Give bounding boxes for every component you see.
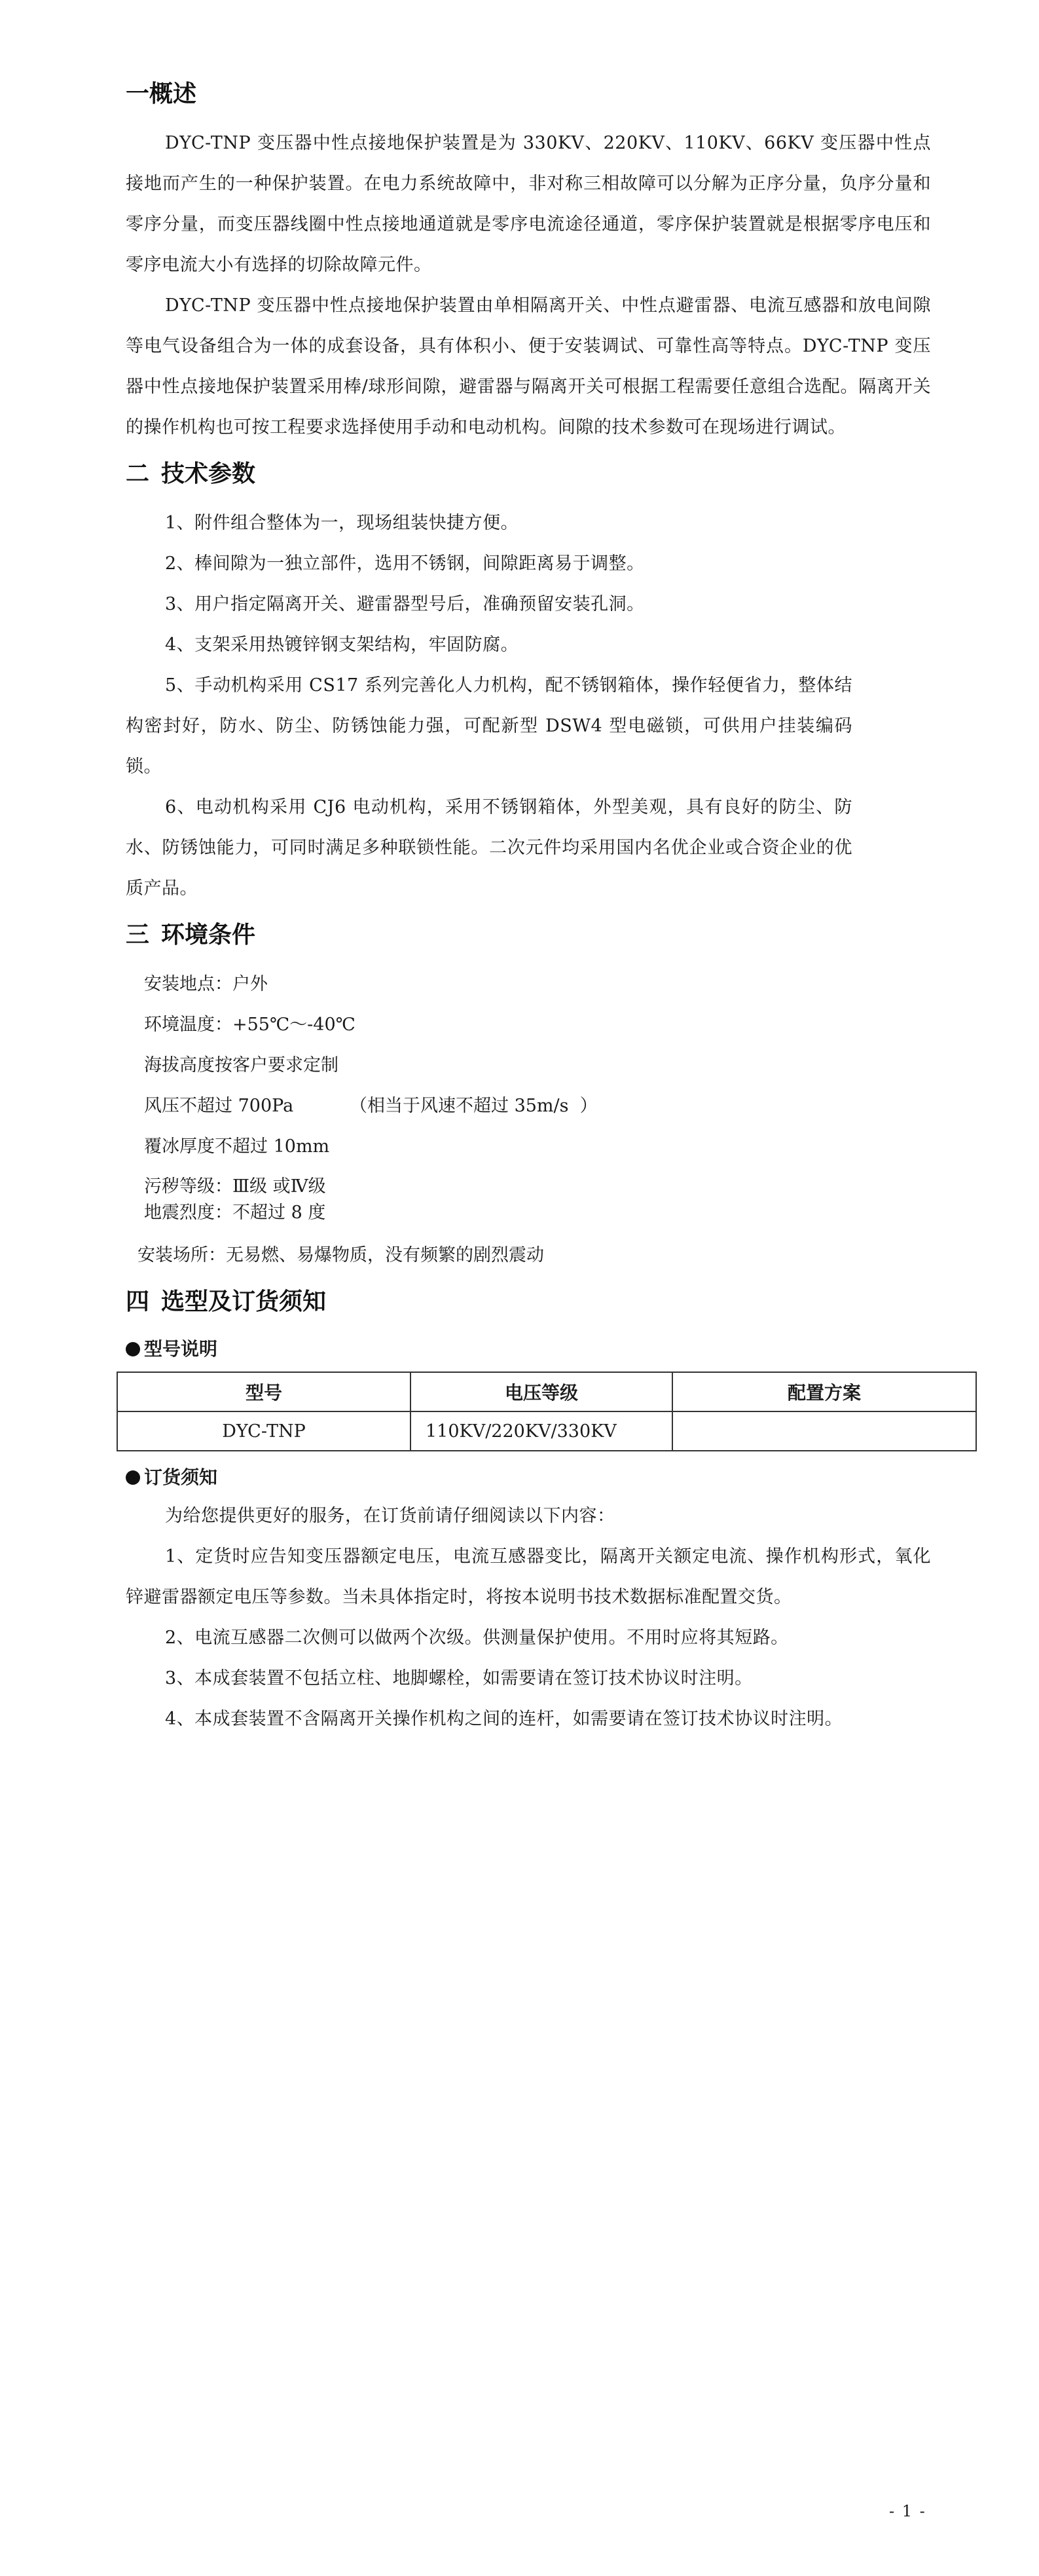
section-tech-params-number: 二 (126, 460, 150, 487)
tech-param-item-1: 1、附件组合整体为一，现场组装快捷方便。 (165, 513, 519, 533)
env-wind-pressure: 风压不超过 700Pa （相当于风速不超过 35m/s ） (144, 1096, 598, 1116)
order-note-item-2: 2、电流互感器二次侧可以做两个次级。供测量保护使用。不用时应将其短路。 (165, 1628, 789, 1648)
section-environment-title: 环境条件 (161, 922, 256, 948)
env-ice-thickness: 覆冰厚度不超过 10mm (144, 1136, 330, 1157)
section-overview-title: 一概述 (126, 81, 197, 107)
model-table-header-config: 配置方案 (672, 1372, 976, 1411)
section-tech-params-heading (126, 457, 931, 491)
model-table-cell-voltage: 110KV/220KV/330KV (410, 1411, 672, 1451)
model-table (117, 1372, 977, 1451)
model-table-header-model: 型号 (117, 1372, 410, 1411)
order-note-item-1: 1、定货时应告知变压器额定电压，电流互感器变比，隔离开关额定电流、操作机构形式，氧化锌避雷器额定电压等参数。当未具体指定时，将按本说明书技术数据标准配置交货。 (126, 1546, 931, 1607)
page-number: - 1 - (889, 2502, 926, 2520)
tech-param-item-6: 6、电动机构采用 CJ6 电动机构，采用不锈钢箱体，外型美观，具有良好的防尘、防水、防锈蚀能力，可同时满足多种联锁性能。二次元件均采用国内名优企业或合资企业的优质产品。 (126, 797, 852, 899)
tech-param-item-2: 2、棒间隙为一独立部件，选用不锈钢，间隙距离易于调整。 (165, 553, 645, 574)
section-overview-heading (126, 77, 931, 111)
section-environment-heading (126, 918, 931, 952)
document-content (126, 77, 931, 1740)
bullet-dot-icon (126, 1342, 140, 1356)
section-ordering-title: 选型及订货须知 (161, 1288, 327, 1315)
model-table-cell-model: DYC-TNP (117, 1411, 410, 1451)
overview-paragraph-1: DYC-TNP 变压器中性点接地保护装置是为 330KV、220KV、110KV、66KV 变压器中性点接地而产生的一种保护装置。在电力系统故障中，非对称三相故障可以分解为正序分量，负序分量和零序分量，而变压器线圈中性点接地通道就是零序电流途径通道，零序保护装置就是根据零序电压和零序电流大小有选择的切除故障元件。 (126, 133, 931, 275)
order-notes-label: 订货须知 (144, 1466, 218, 1488)
order-note-item-4: 4、本成套装置不含隔离开关操作机构之间的连杆，如需要请在签订技术协议时注明。 (165, 1709, 843, 1729)
model-table-header-voltage: 电压等级 (410, 1372, 672, 1411)
env-altitude: 海拔高度按客户要求定制 (144, 1055, 338, 1075)
tech-param-item-4: 4、支架采用热镀锌钢支架结构，牢固防腐。 (165, 635, 519, 655)
env-seismic-intensity: 地震烈度：不超过 8 度 (144, 1203, 326, 1223)
model-table-cell-config (672, 1411, 976, 1451)
model-table-header-row (117, 1372, 976, 1411)
order-notes-heading (126, 1459, 931, 1496)
order-note-item-3: 3、本成套装置不包括立柱、地脚螺栓，如需要请在签订技术协议时注明。 (165, 1668, 753, 1689)
model-description-label: 型号说明 (144, 1338, 218, 1360)
section-ordering-heading (126, 1285, 931, 1319)
tech-param-item-5: 5、手动机构采用 CS17 系列完善化人力机构，配不锈钢箱体，操作轻便省力，整体结构密封好，防水、防尘、防锈蚀能力强，可配新型 DSW4 型电磁锁，可供用户挂装编码锁。 (126, 675, 852, 777)
section-tech-params-title: 技术参数 (161, 460, 256, 487)
env-install-location: 安装地点：户外 (144, 974, 268, 994)
bullet-dot-icon (126, 1470, 140, 1485)
order-notes-intro: 为给您提供更好的服务，在订货前请仔细阅读以下内容： (165, 1506, 615, 1526)
model-description-heading (126, 1331, 931, 1368)
section-environment-number: 三 (126, 922, 150, 948)
tech-param-item-3: 3、用户指定隔离开关、避雷器型号后，准确预留安装孔洞。 (165, 594, 645, 614)
overview-paragraph-2: DYC-TNP 变压器中性点接地保护装置由单相隔离开关、中性点避雷器、电流互感器和放电间隙等电气设备组合为一体的成套设备，具有体积小、便于安装调试、可靠性高等特点。DYC-TNP 变压器中性点接地保护装置采用棒/球形间隙，避雷器与隔离开关可根据工程需要任意组合选配。隔离开关的操作机构也可按工程要求选择使用手动和电动机构。间隙的技术参数可在现场进行调试。 (126, 295, 931, 438)
env-pollution-level: 污秽等级：Ⅲ级 或Ⅳ级 (144, 1176, 326, 1197)
env-install-site: 安装场所：无易燃、易爆物质，没有频繁的剧烈震动 (137, 1245, 544, 1265)
table-row (117, 1411, 976, 1451)
env-temperature: 环境温度：+55℃～-40℃ (144, 1015, 355, 1035)
section-ordering-number: 四 (126, 1288, 150, 1315)
